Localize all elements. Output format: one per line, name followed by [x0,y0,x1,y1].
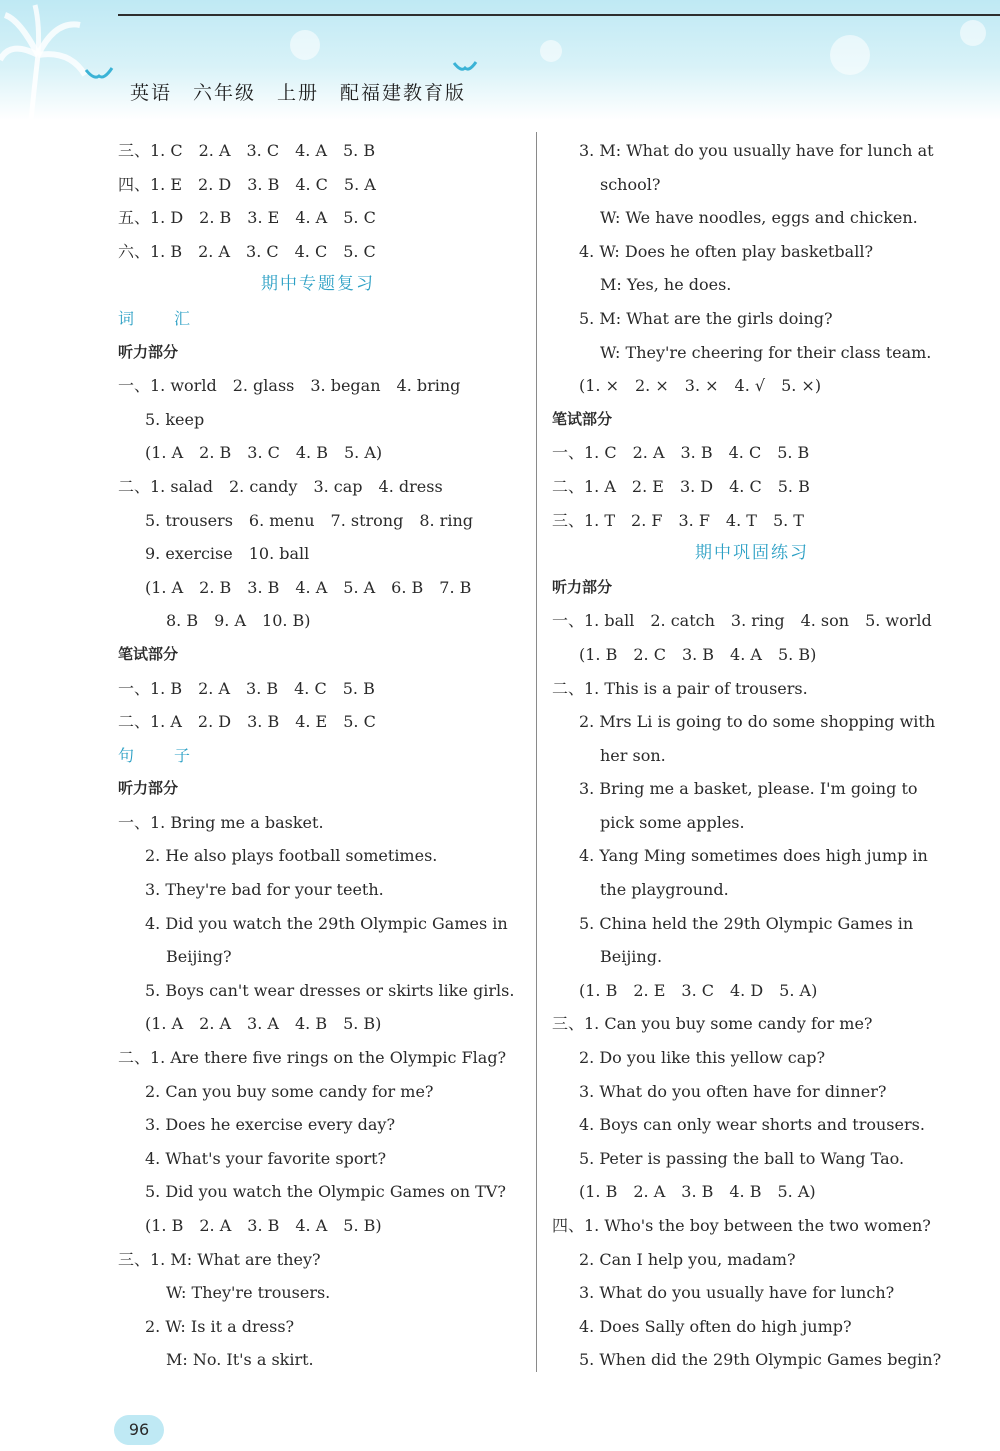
answer-line: 二、1. Are there five rings on the Olympic Flag? [118,1048,507,1068]
answer-line: 四、1. E 2. D 3. B 4. C 5. A [118,174,376,194]
answer-line: school? [600,174,661,194]
answer-line: 5. keep [145,409,205,429]
answer-line: 3. Bring me a basket, please. I'm going to [579,779,918,799]
answer-line: 5. M: What are the girls doing? [579,308,833,328]
bubble-decoration [830,35,870,75]
answer-line: 三、1. M: What are they? [118,1249,321,1269]
answer-line: 二、1. A 2. D 3. B 4. E 5. C [118,712,376,732]
answer-line: W: They're cheering for their class team. [600,342,932,362]
answer-line: 三、1. T 2. F 3. F 4. T 5. T [552,510,804,530]
header-rule [118,14,1000,16]
answer-line: 3. M: What do you usually have for lunch at [579,141,934,160]
answer-line: (1. A 2. B 3. C 4. B 5. A) [145,443,383,463]
answer-line: W: We have noodles, eggs and chicken. [600,208,918,228]
answer-line: 5. Peter is passing the ball to Wang Tao. [579,1148,905,1168]
subsection-heading: 笔试部分 [118,644,179,663]
answer-line: 二、1. salad 2. candy 3. cap 4. dress [118,476,443,496]
answer-line: 4. Did you watch the 29th Olympic Games in [145,913,508,933]
answer-line: 一、1. world 2. glass 3. began 4. bring [118,376,461,396]
answer-line: M: Yes, he does. [600,275,732,295]
answer-line: 四、1. Who's the boy between the two women? [552,1216,931,1235]
answer-line: (1. A 2. A 3. A 4. B 5. B) [145,1014,382,1034]
answer-line: 2. Do you like this yellow cap? [579,1048,826,1068]
answer-line: 5. When did the 29th Olympic Games begin? [579,1350,942,1370]
answer-line: (1. B 2. A 3. B 4. A 5. B) [145,1216,382,1235]
subsection-heading: 听力部分 [552,577,613,596]
bubble-decoration [960,20,986,46]
column-divider [536,132,537,1372]
answer-line: Beijing. [600,947,663,967]
answer-line: 二、1. A 2. E 3. D 4. C 5. B [552,476,810,496]
answer-line: 2. Can I help you, madam? [579,1249,796,1269]
answer-line: 5. Did you watch the Olympic Games on TV? [145,1182,506,1202]
category-heading: 句 子 [118,745,203,765]
section-title: 期中专题复习 [261,274,375,295]
answer-line: 2. Mrs Li is going to do some shopping with [579,712,936,732]
answer-line: pick some apples. [600,812,745,832]
answer-line: W: They're trousers. [166,1283,331,1303]
answer-line: 3. They're bad for your teeth. [145,880,384,900]
answer-line: 2. W: Is it a dress? [145,1316,295,1336]
answer-line: 六、1. B 2. A 3. C 4. C 5. C [118,241,376,261]
answer-line: M: No. It's a skirt. [166,1350,314,1370]
left-column [118,134,518,1377]
answer-line: 5. Boys can't wear dresses or skirts like girls. [145,980,515,1000]
answer-line: 三、1. C 2. A 3. C 4. A 5. B [118,141,376,160]
answer-line: 二、1. This is a pair of trousers. [552,678,808,698]
bird-icon [452,60,478,74]
bubble-decoration [290,30,320,60]
page-number: 96 [114,1415,164,1445]
answer-line: 4. Yang Ming sometimes does high jump in [579,846,928,866]
answer-line: (1. B 2. C 3. B 4. A 5. B) [579,644,817,664]
answer-line: 5. trousers 6. menu 7. strong 8. ring [145,510,473,530]
answer-line: 三、1. Can you buy some candy for me? [552,1014,873,1034]
answer-line: 4. Does Sally often do high jump? [579,1316,852,1336]
answer-line: (1. B 2. E 3. C 4. D 5. A) [579,980,818,1000]
answer-line: 4. Boys can only wear shorts and trousers. [579,1115,925,1135]
answer-line: 五、1. D 2. B 3. E 4. A 5. C [118,208,376,228]
header-banner [0,0,1000,120]
answer-line: 一、1. B 2. A 3. B 4. C 5. B [118,678,375,698]
answer-line: Beijing? [166,947,232,967]
answer-line: 一、1. ball 2. catch 3. ring 4. son 5. world [552,611,932,631]
section-title: 期中巩固练习 [695,543,809,564]
answer-line: (1. A 2. B 3. B 4. A 5. A 6. B 7. B [145,577,472,597]
answer-line: (1. × 2. × 3. × 4. √ 5. ×) [579,376,822,396]
bird-icon [84,66,114,82]
right-column [552,134,952,1377]
subsection-heading: 听力部分 [118,342,179,361]
header-title: 英语 六年级 上册 配福建教育版 [130,82,467,104]
category-heading: 词 汇 [118,308,203,328]
answer-line: (1. B 2. A 3. B 4. B 5. A) [579,1182,816,1202]
answer-line: 3. Does he exercise every day? [145,1115,396,1135]
answer-line: 一、1. C 2. A 3. B 4. C 5. B [552,443,810,463]
palm-tree-icon [0,0,110,130]
bubble-decoration [540,40,562,62]
answer-line: 3. What do you usually have for lunch? [579,1283,895,1303]
answer-line: 2. He also plays football sometimes. [145,846,438,866]
answer-line: 9. exercise 10. ball [145,544,310,564]
answer-line: the playground. [600,880,729,900]
answer-line: 4. What's your favorite sport? [145,1148,387,1168]
answer-line: 一、1. Bring me a basket. [118,812,324,832]
answer-line: her son. [600,745,666,765]
answer-line: 4. W: Does he often play basketball? [579,241,874,261]
answer-line: 5. China held the 29th Olympic Games in [579,913,914,933]
answer-line: 8. B 9. A 10. B) [166,611,311,631]
subsection-heading: 听力部分 [118,779,179,798]
answer-line: 2. Can you buy some candy for me? [145,1081,434,1101]
subsection-heading: 笔试部分 [552,409,613,428]
answer-line: 3. What do you often have for dinner? [579,1081,887,1101]
